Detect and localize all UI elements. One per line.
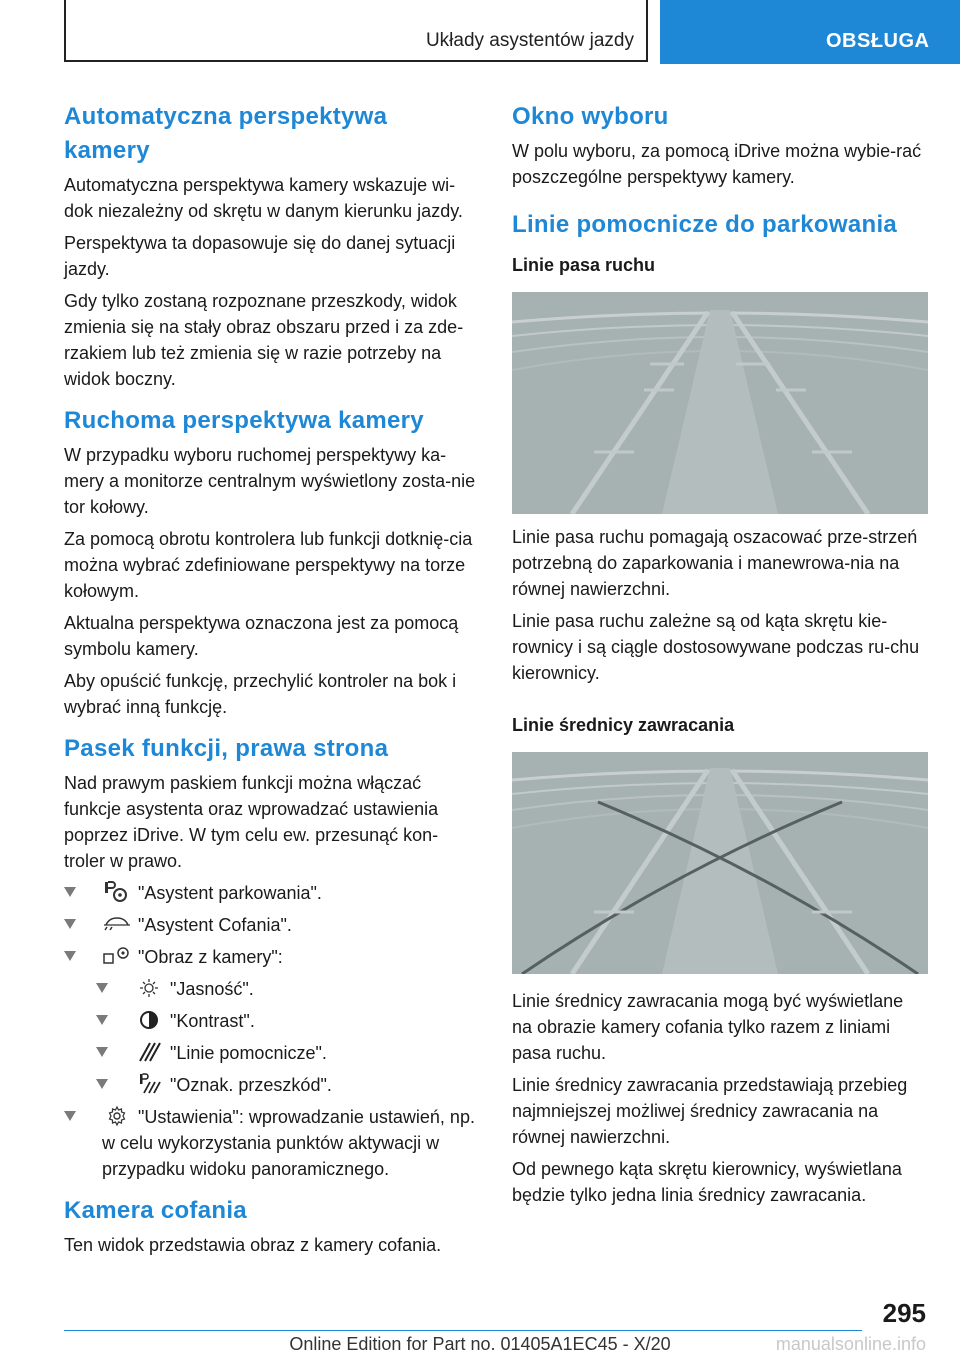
bullet-triangle-icon [96, 1015, 108, 1025]
paragraph: Ten widok przedstawia obraz z kamery cofania. [64, 1235, 442, 1255]
left-column [64, 100, 479, 1264]
paragraph: Linie średnicy zawracania mogą być wyświetlane na obrazie kamery cofania tylko razem z liniami pasa ruchu. [512, 991, 904, 1063]
heading-selection-window: Okno wyboru [512, 103, 669, 130]
footer-divider [64, 1330, 862, 1331]
paragraph: Linie pasa ruchu zależne są od kąta skrętu kie-rownicy i są ciągle dostosowywane podczas ru-chu kierownicy. [512, 611, 920, 683]
paragraph: Od pewnego kąta skrętu kierownicy, wyświetlana będzie tylko jedna linia średnicy zawracania. [512, 1159, 902, 1205]
lane-lines-image [512, 292, 928, 514]
bullet-triangle-icon [96, 1047, 108, 1057]
heading-function-bar: Pasek funkcji, prawa strona [64, 735, 389, 762]
turning-circle-image [512, 752, 928, 974]
page-number: 295 [882, 1298, 926, 1328]
parking-assistant-icon [102, 881, 132, 903]
heading-movable-perspective: Ruchoma perspektywa kamery [64, 407, 424, 434]
bullet-triangle-icon [64, 1111, 76, 1121]
list-item [64, 1104, 479, 1182]
list-item [64, 944, 479, 970]
subheading-lane-lines: Linie pasa ruchu [512, 255, 656, 275]
header-frame [64, 0, 648, 62]
list-subitem [64, 1008, 479, 1034]
obstacle-marking-icon [134, 1073, 164, 1095]
paragraph: Gdy tylko zostaną rozpoznane przeszkody, widok zmienia się na stały obraz obszaru przed i za zde-rzakiem lub też zmienia się w razie potrzeby na widok boczny. [64, 291, 464, 389]
contrast-icon [134, 1009, 164, 1031]
subheading-turning-circle-lines: Linie średnicy zawracania [512, 715, 735, 735]
item-label: "Asystent Cofania". [138, 915, 292, 935]
tab-obsluga[interactable] [660, 0, 960, 64]
watermark: manualsonline.info [775, 1334, 926, 1354]
lane-lines-figure [512, 292, 928, 514]
paragraph: W przypadku wyboru ruchomej perspektywy ka-mery a monitorze centralnym wyświetlony zosta-nie tor kołowy. [64, 445, 476, 517]
right-column [512, 100, 928, 1214]
item-label: "Oznak. przeszkód". [170, 1075, 332, 1095]
guide-lines-icon [134, 1041, 164, 1063]
bullet-triangle-icon [64, 919, 76, 929]
bullet-triangle-icon [64, 951, 76, 961]
paragraph: Perspektywa ta dopasowuje się do danej sytuacji jazdy. [64, 233, 456, 279]
paragraph: Nad prawym paskiem funkcji można włączać funkcje asystenta oraz wprowadzać ustawienia poprzez iDrive. W tym celu ew. przesunąć kon-troler w prawo. [64, 773, 439, 871]
list-subitem [64, 976, 479, 1002]
brightness-icon [134, 977, 164, 999]
item-label: "Linie pomocnicze". [170, 1043, 327, 1063]
item-label: "Obraz z kamery": [138, 947, 283, 967]
item-label: "Jasność". [170, 979, 254, 999]
tab-label: OBSŁUGA [826, 30, 930, 52]
settings-gear-icon [102, 1105, 132, 1127]
bullet-triangle-icon [96, 1079, 108, 1089]
paragraph: Automatyczna perspektywa kamery wskazuje wi-dok niezależny od skrętu w danym kierunku jazdy. [64, 175, 463, 221]
paragraph: Za pomocą obrotu kontrolera lub funkcji dotknię-cia można wybrać zdefiniowane perspektywy na torze kołowym. [64, 529, 473, 601]
heading-reverse-camera: Kamera cofania [64, 1197, 247, 1224]
section-title: Układy asystentów jazdy [425, 30, 634, 51]
paragraph: Linie średnicy zawracania przedstawiają przebieg najmniejszej możliwej średnicy zawracania na równej nawierzchni. [512, 1075, 908, 1147]
camera-image-icon [102, 945, 132, 967]
item-label: "Kontrast". [170, 1011, 255, 1031]
paragraph: W polu wyboru, za pomocą iDrive można wybie-rać poszczególne perspektywy kamery. [512, 141, 922, 187]
list-item [64, 912, 479, 938]
paragraph: Aby opuścić funkcję, przechylić kontroler na bok i wybrać inną funkcję. [64, 671, 457, 717]
paragraph: Aktualna perspektywa oznaczona jest za pomocą symbolu kamery. [64, 613, 459, 659]
item-label: "Asystent parkowania". [138, 883, 322, 903]
edition-text: Online Edition for Part no. 01405A1EC45 - X/20 [289, 1334, 671, 1354]
bullet-triangle-icon [64, 887, 76, 897]
list-subitem [64, 1040, 479, 1066]
bullet-triangle-icon [96, 983, 108, 993]
heading-auto-perspective: Automatyczna perspektywa kamery [64, 103, 388, 164]
heading-parking-guide-lines: Linie pomocnicze do parkowania [512, 211, 898, 238]
turning-circle-figure [512, 752, 928, 974]
reverse-assistant-icon [102, 913, 132, 935]
item-label: "Ustawienia": wprowadzanie ustawień, np. w celu wykorzystania punktów aktywacji w przypadku widoku panoramicznego. [102, 1107, 475, 1179]
list-subitem [64, 1072, 479, 1098]
paragraph: Linie pasa ruchu pomagają oszacować prze-strzeń potrzebną do zaparkowania i manewrowa-nia na równej nawierzchni. [512, 527, 918, 599]
list-item [64, 880, 479, 906]
